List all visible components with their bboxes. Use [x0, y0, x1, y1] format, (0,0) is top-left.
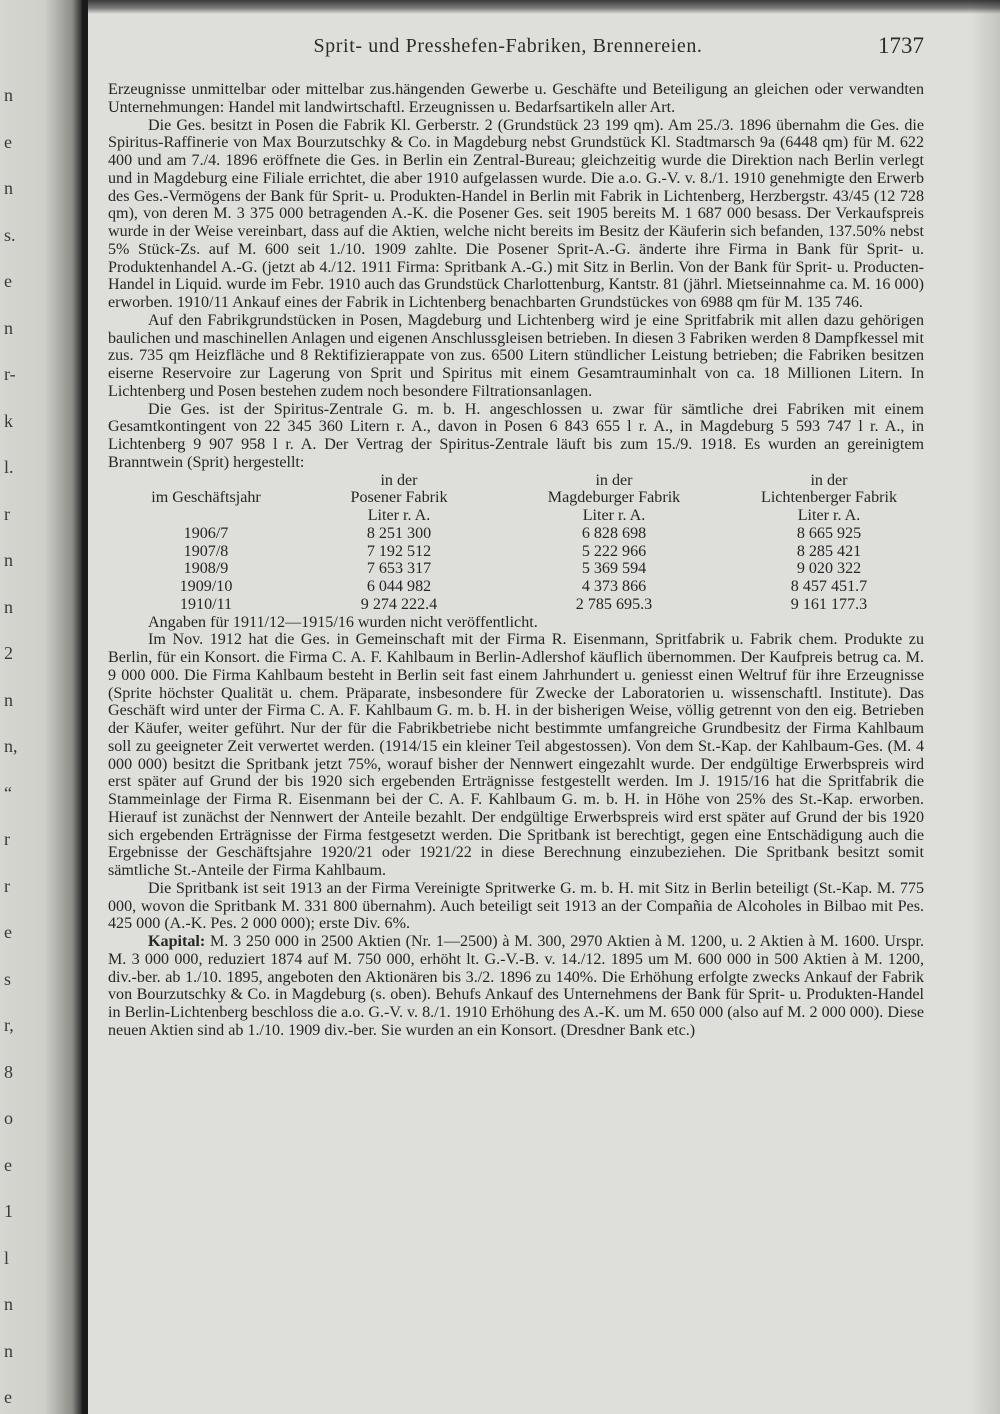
- margin-fragment: e: [4, 271, 12, 291]
- margin-fragment: 1: [4, 1201, 13, 1221]
- document-page: [88, 0, 1000, 1414]
- table-cell-posen: 7 653 317: [366, 560, 432, 578]
- margin-fragment: n: [4, 550, 13, 570]
- paragraph-note: Angaben für 1911/12—1915/16 wurden nicht veröffentlicht.: [148, 613, 538, 631]
- table-row: [108, 543, 924, 561]
- margin-fragment: n: [4, 1340, 13, 1361]
- margin-fragment: n: [4, 178, 13, 198]
- paragraph-factories: Auf den Fabrikgrundstücken in Posen, Magdeburg und Lichtenberg wird je eine Spritfabrik mit allen dazu gehörigen baulichen und maschinellen Anlagen und eigenen Anschlussgleisen betrieben. In diesen 3 Fabriken werden 8 Dampfkessel mit zus. 735 qm Heizfläche und 8 Rektifizierappate von zus. 6500 Litern stündlicher Leistung betrieben; die Fabriken besitzen eiserne Reservoire zur Lagerung von Sprit und Spiritus mit einem Gesamtrauminhalt von ca. 18 Millionen Litern. In Lichtenberg und Posen bestehen zudem noch besondere Filtrationsanlagen.: [108, 311, 924, 400]
- margin-fragment: n: [4, 596, 13, 617]
- table-cell-year: 1908/9: [183, 560, 229, 578]
- table-cell-lichtenberg: 9 161 177.3: [790, 595, 868, 613]
- margin-fragment: n: [4, 317, 13, 338]
- capital-text: M. 3 250 000 in 2500 Aktien (Nr. 1—2500) à M. 300, 2970 Aktien à M. 1200, u. 2 Aktien à M. 1600. Urspr. M. 3 000 000, reduziert 1874 auf M. 750 000, erhöht lt. G.-V.-B. v. 14./12. 1895 um M. 600 000 in 500 Aktien à M. 1200, div.-ber. ab 1./10. 1895, angeboten den Aktionären bis 3./2. 1896 zu 140%. Die Erhöhung erfolgte zwecks Ankauf der Fabrik von Bourzutschky & Co. in Magdeburg (s. oben). Behufs Ankauf des Unternehmens der Bank für Sprit- u. Produkten-Handel in Berlin-Lichtenberg beschloss die a.o. G.-V. v. 8./1. 1910 Erhöhung des A.-K. um M. 650 000 (also auf M. 2 000 000). Diese neuen Aktien sind ab 1./10. 1909 div.-ber. Sie wurden an ein Konsort. (Dresdner Bank etc.): [108, 933, 924, 1039]
- table-row: [108, 525, 924, 543]
- margin-fragment: e: [4, 1154, 12, 1175]
- table-cell-magdeburg: 5 222 966: [581, 542, 647, 560]
- margin-fragment: l.: [4, 457, 14, 477]
- paragraph-capital: [108, 933, 924, 1040]
- margin-fragment: e: [4, 1387, 12, 1407]
- table-header-lichtenberg: Lichtenberger Fabrik: [760, 489, 897, 507]
- paragraph-kahlbaum: Im Nov. 1912 hat die Ges. in Gemeinschaft mit der Firma R. Eisenmann, Spritfabrik u. Fabrik chem. Produkte zu Berlin, für ein Konsort. die Firma C. A. F. Kahlbaum in Berlin-Adlershof käuflich übernommen. Der Kaufpreis betrug ca. M. 9 000 000. Die Firma Kahlbaum besteht in Berlin seit fast einem Jahrhundert u. geniesst einen Weltruf für ihre Erzeugnisse (Sprite höchster Qualität u. chem. Präparate, insbesondere für Zwecke der Laboratorien u. wissenschaftl. Institute). Das Geschäft wird unter der Firma C. A. F. Kahlbaum G. m. b. H. in der bisherigen Weise, völlig getrennt von den eig. Betrieben der Käufer, weiter geführt. Nur der für die Fabrikbetriebe nicht bestimmte umfangreiche Grundbesitz der Firma Kahlbaum soll zu geeigneter Zeit verwertet werden. (1914/15 ein kleiner Teil abgestossen). Von dem St.-Kap. der Kahlbaum-Ges. (M. 4 000 000) besitzt die Spritbank jetzt 75%, worauf bisher der Nennwert eingezahlt wurde. Der endgültige Erwerbspreis wird erst später auf Grund der bis 1920 sich ergebenden Erträgnisse festgestellt werden. Im J. 1915/16 hat die Spritfabrik die Stammeinlage der Firma R. Eisenmann bei der C. A. F. Kahlbaum G. m. b. H. in Höhe von 25% des St.-Kap. erworben. Hierauf ist zunächst der Nennwert der Anteile bezahlt. Der endgültige Erwerbspreis wird erst später auf Grund der bis 1920 sich ergebenden Erträgnisse der Firma festgesetzt werden. Die Spritbank ist berechtigt, gegen eine Entschädigung auch die Ergebnisse der Geschäftsjahre 1920/21 oder 1921/22 in diese Berechnung einzubeziehen. Die Spritbank besitzt somit sämtliche St.-Anteile der Firma Kahlbaum.: [108, 631, 924, 879]
- table-cell-lichtenberg: 8 285 421: [796, 542, 862, 560]
- margin-fragment: e: [4, 131, 12, 152]
- table-cell-lichtenberg: 9 020 322: [796, 560, 862, 578]
- table-cell-year: 1906/7: [183, 524, 229, 542]
- margin-fragment: “: [4, 782, 12, 803]
- table-header-year: im Geschäftsjahr: [151, 489, 261, 507]
- table-cell-year: 1909/10: [179, 578, 233, 595]
- margin-fragment: l: [4, 1247, 10, 1268]
- table-header-row-3: [108, 507, 924, 525]
- table-header-magdeburg-line1: in der: [595, 471, 633, 489]
- scan-right-shadow: [970, 0, 1000, 1414]
- paragraph-intro: Erzeugnisse unmittelbar oder mittelbar zus.hängenden Gewerbe u. Geschäfte und Beteiligung an gleichen oder verwandten Unternehmungen: Handel mit landwirtschaftl. Erzeugnissen u. Bedarfsartikeln aller Art.: [108, 81, 924, 116]
- margin-fragment: r: [4, 503, 10, 524]
- table-header-row-2: [108, 489, 924, 507]
- table-cell-posen: 9 274 222.4: [360, 595, 438, 613]
- table-cell-magdeburg: 5 369 594: [581, 560, 647, 578]
- table-cell-magdeburg: 6 828 698: [581, 524, 647, 542]
- paragraph-participations: Die Spritbank ist seit 1913 an der Firma Vereinigte Spritwerke G. m. b. H. mit Sitz in Berlin beteiligt (St.-Kap. M. 775 000, wovon die Spritbank M. 331 800 übernahm). Auch beteiligt seit 1913 an der Compañia de Alcoholes in Bilbao mit Pes. 425 000 (A.-K. Pes. 2 000 000); erste Div. 6%.: [108, 879, 924, 933]
- table-row: [108, 578, 924, 596]
- table-header-magdeburg: Magdeburger Fabrik: [547, 489, 681, 507]
- table-header-lichtenberg-line1: in der: [810, 471, 848, 489]
- margin-fragment: n: [4, 85, 13, 105]
- margin-fragment: r,: [4, 1015, 14, 1035]
- paragraph-property: Die Ges. besitzt in Posen die Fabrik Kl. Gerberstr. 2 (Grundstück 23 199 qm). Am 25./3. 1896 übernahm die Ges. die Spiritus-Raffinerie von Max Bourzutschky & Co. in Magdeburg nebst Grundstück Kl. Stadtmarsch 9a (6448 qm) für M. 622 400 und am 7./4. 1896 eröffnete die Ges. in Berlin ein Zentral-Bureau; gleichzeitig wurde die Direktion nach Berlin verlegt und in Magdeburg eine Filiale errichtet, die aber 1910 aufgelassen wurde. Die a.o. G.-V. v. 8./1. 1910 genehmigte den Erwerb des Ges.-Vermögens der Bank für Sprit- u. Produkten-Handel in Berlin mit Fabrik in Lichtenberg, Herzbergstr. 43/45 (12 728 qm), von deren M. 3 375 000 betragenden A.-K. die Posener Ges. seit 1905 bereits M. 1 687 000 besass. Der Verkaufspreis wurde in der Weise vereinbart, dass auf die Aktien, welche nicht bereits im Besitz der Käuferin sich befanden, 137.50% nebst 5% Stück-Zs. auf M. 600 seit 1./10. 1909 zahlte. Die Posener Sprit-A.-G. änderte ihre Firma in Bank für Sprit- u. Produktenhandel A.-G. (jetzt ab 4./12. 1911 Firma: Spritbank A.-G.) mit Sitz in Berlin. Von der Bank für Sprit- u. Producten-Handel in Liquid. wurde im Febr. 1910 auch das Grundstück Charlottenburg, Kantstr. 81 (jährl. Mietseinnahme ca. M. 16 000) erworben. 1910/11 Ankauf eines der Fabrik in Lichtenberg benachbarten Grundstückes von 6988 qm für M. 135 746.: [108, 116, 924, 311]
- margin-fragment: 2: [4, 643, 13, 663]
- margin-fragment: o: [4, 1108, 13, 1128]
- margin-fragment: 8: [4, 1061, 13, 1082]
- table-cell-posen: 6 044 982: [366, 578, 432, 595]
- margin-fragment: r: [4, 875, 10, 896]
- table-cell-lichtenberg: 8 665 925: [796, 524, 862, 542]
- table-row: [108, 596, 924, 614]
- table-unit-lichtenberg: Liter r. A.: [797, 507, 861, 524]
- table-cell-magdeburg: 4 373 866: [581, 578, 647, 595]
- margin-fragment: k: [4, 410, 13, 431]
- table-header-row-1: [108, 472, 924, 490]
- margin-fragment: n: [4, 689, 13, 710]
- table-row: [108, 560, 924, 578]
- margin-fragment: r: [4, 829, 10, 849]
- table-cell-lichtenberg: 8 457 451.7: [790, 578, 868, 595]
- paragraph-contingent: Die Ges. ist der Spiritus-Zentrale G. m. b. H. angeschlossen u. zwar für sämtliche drei Fabriken mit einem Gesamtkontingent von 22 345 360 Litern r. A., davon in Posen 6 843 655 l r. A., in Magdeburg 5 593 747 l r. A., in Lichtenberg 9 907 958 l r. A. Der Vertrag der Spiritus-Zentrale läuft bis zum 15./9. 1918. Es wurden an gereinigtem Branntwein (Sprit) hergestellt:: [108, 400, 924, 471]
- scan-top-shadow: [88, 0, 1000, 14]
- table-header-posen: Posener Fabrik: [350, 489, 448, 507]
- body-text: [108, 81, 924, 1040]
- running-header: Sprit- und Presshefen-Fabriken, Brennereien.: [313, 35, 703, 57]
- margin-fragment: n,: [4, 736, 18, 756]
- table-cell-year: 1907/8: [183, 542, 229, 560]
- margin-fragment: r-: [4, 364, 16, 384]
- margin-fragment: s.: [4, 224, 16, 245]
- table-cell-year: 1910/11: [179, 595, 233, 613]
- table-header-posen-line1: in der: [380, 471, 418, 489]
- page-number: 1737: [878, 33, 924, 58]
- margin-fragment: s: [4, 968, 12, 989]
- left-page-edge: [0, 0, 82, 1414]
- table-unit-posen: Liter r. A.: [367, 507, 431, 524]
- table-cell-posen: 7 192 512: [366, 542, 432, 560]
- table-cell-magdeburg: 2 785 695.3: [575, 595, 653, 613]
- margin-fragment: e: [4, 922, 12, 942]
- production-table: [108, 472, 924, 614]
- margin-fragment: n: [4, 1294, 13, 1314]
- table-cell-posen: 8 251 300: [366, 524, 432, 542]
- capital-label: Kapital:: [148, 933, 206, 950]
- table-unit-magdeburg: Liter r. A.: [582, 507, 646, 524]
